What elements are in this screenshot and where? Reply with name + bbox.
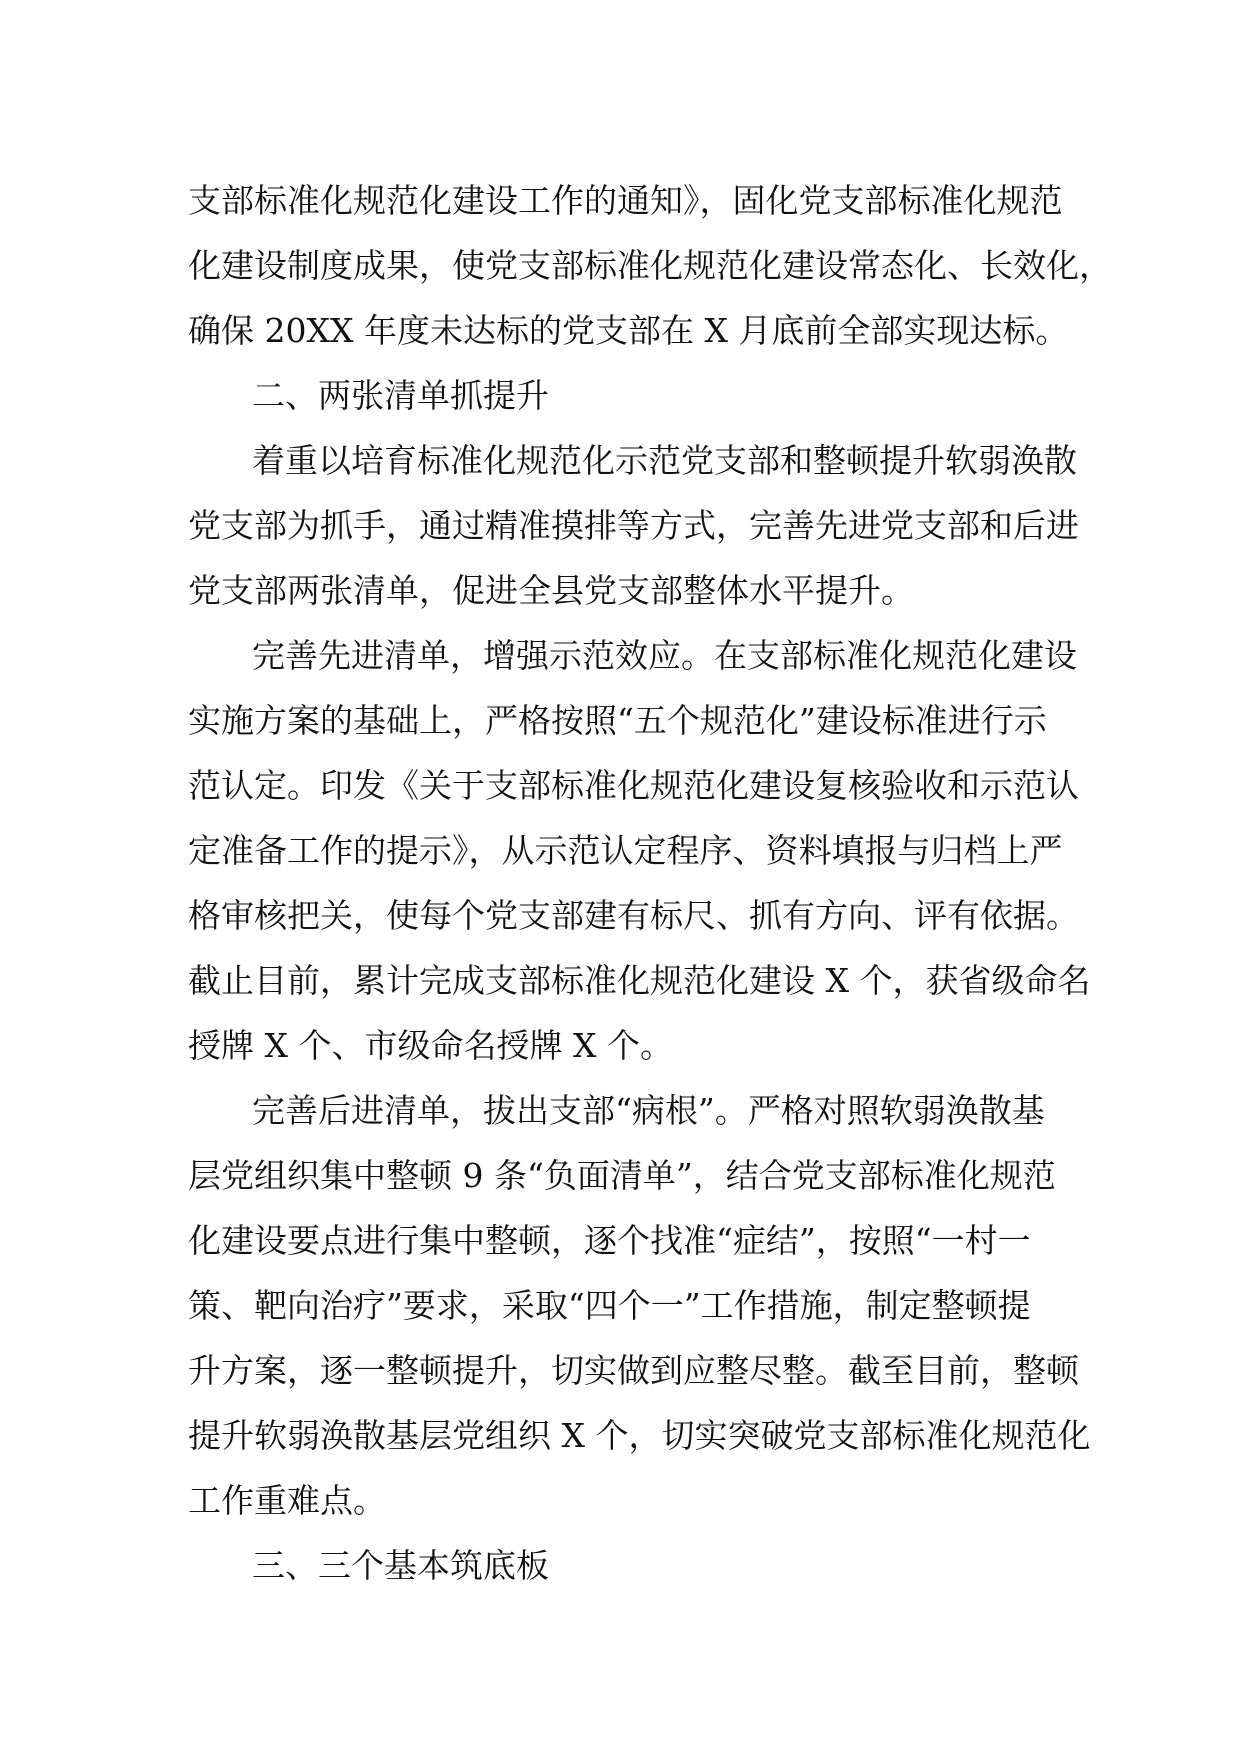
paragraph-line: 化建设制度成果，使党支部标准化规范化建设常态化、长效化， xyxy=(188,246,1112,285)
paragraph-line: 定准备工作的提示》，从示范认定程序、资料填报与归档上严 xyxy=(188,831,1063,870)
paragraph-line: 完善先进清单，增强示范效应。在支部标准化规范化建设 xyxy=(252,636,1077,675)
paragraph-line: 策、靶向治疗”要求，采取“四个一”工作措施，制定整顿提 xyxy=(188,1286,1031,1325)
paragraph-line: 范认定。印发《关于支部标准化规范化建设复核验收和示范认 xyxy=(188,766,1079,805)
paragraph-line: 党支部两张清单，促进全县党支部整体水平提升。 xyxy=(188,571,914,610)
paragraph-line: 层党组织集中整顿 9 条“负面清单”，结合党支部标准化规范 xyxy=(188,1156,1056,1195)
section-heading: 二、两张清单抓提升 xyxy=(252,376,549,415)
paragraph-line: 格审核把关，使每个党支部建有标尺、抓有方向、评有依据。 xyxy=(188,896,1079,935)
paragraph-line: 确保 20XX 年度未达标的党支部在 X 月底前全部实现达标。 xyxy=(188,311,1069,350)
paragraph-line: 着重以培育标准化规范化示范党支部和整顿提升软弱涣散 xyxy=(252,441,1077,480)
document-body xyxy=(188,168,1112,1598)
paragraph-line: 党支部为抓手，通过精准摸排等方式，完善先进党支部和后进 xyxy=(188,506,1079,545)
paragraph-line: 支部标准化规范化建设工作的通知》，固化党支部标准化规范 xyxy=(188,181,1063,220)
paragraph-line: 截止目前，累计完成支部标准化规范化建设 X 个，获省级命名 xyxy=(188,961,1091,1000)
paragraph-line: 实施方案的基础上，严格按照“五个规范化”建设标准进行示 xyxy=(188,701,1047,740)
paragraph-line: 完善后进清单，拔出支部“病根”。严格对照软弱涣散基 xyxy=(252,1091,1045,1130)
paragraph-line: 工作重难点。 xyxy=(188,1481,386,1520)
section-heading: 三、三个基本筑底板 xyxy=(252,1546,549,1585)
paragraph-line: 升方案，逐一整顿提升，切实做到应整尽整。截至目前，整顿 xyxy=(188,1351,1079,1390)
paragraph-line: 化建设要点进行集中整顿，逐个找准“症结”，按照“一村一 xyxy=(188,1221,1031,1260)
paragraph-line: 授牌 X 个、市级命名授牌 X 个。 xyxy=(188,1026,673,1065)
paragraph-line: 提升软弱涣散基层党组织 X 个，切实突破党支部标准化规范化 xyxy=(188,1416,1091,1455)
